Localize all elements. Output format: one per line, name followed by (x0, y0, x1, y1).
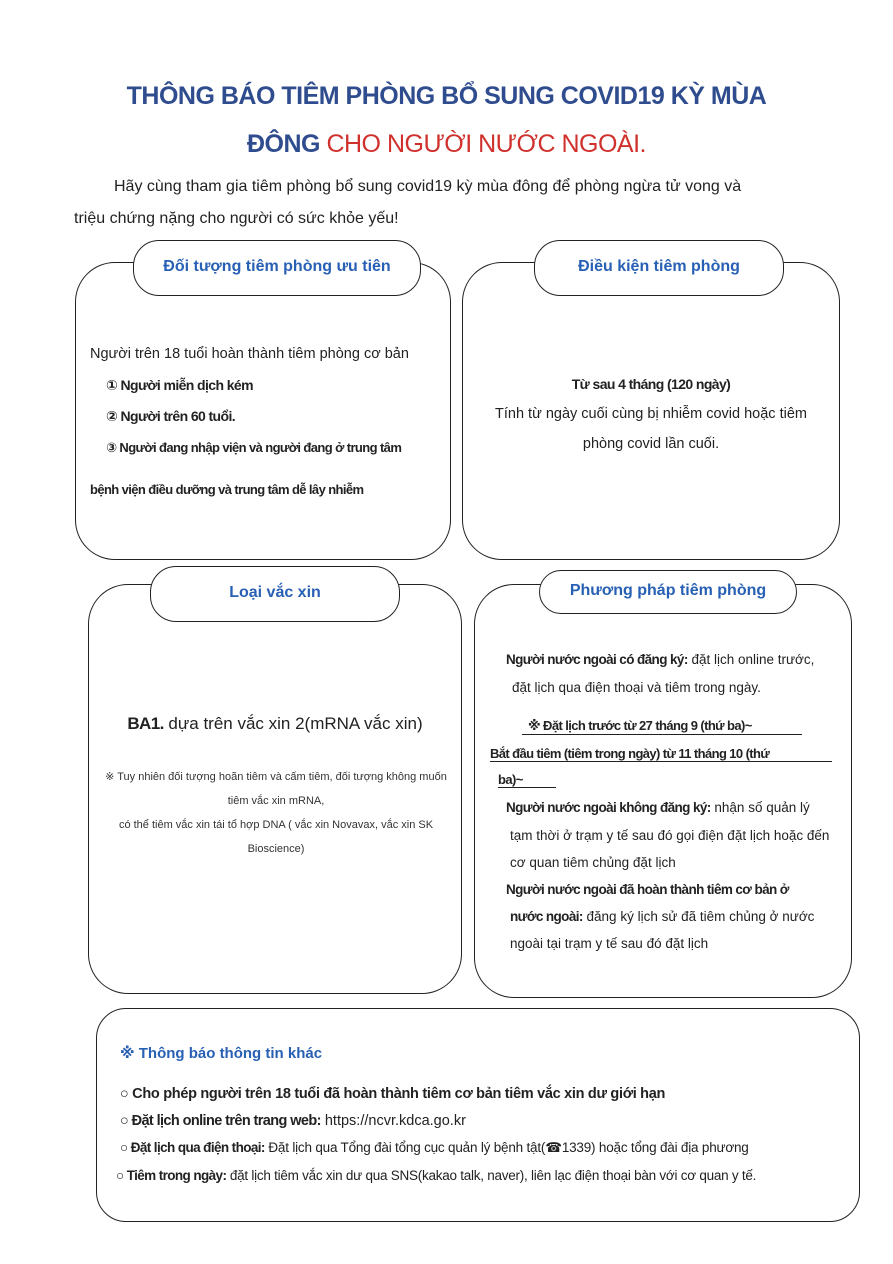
method-unregistered (506, 800, 810, 815)
other-info-website: https://ncvr.kdca.go.kr (320, 1113, 466, 1129)
priority-lead: Người trên 18 tuổi hoàn thành tiêm phòng cơ bản (90, 346, 409, 362)
vaccine-type-code: BA1. (127, 714, 164, 733)
method-unregistered-line2: tạm thời ở trạm y tế sau đó gọi điện đặt lịch hoặc đến (510, 828, 830, 843)
other-info-item-3 (120, 1140, 749, 1156)
vaccine-note-2: tiêm vắc xin mRNA, (227, 795, 325, 807)
conditions-line3: phòng covid lần cuối. (582, 436, 720, 452)
method-registered-text: đặt lịch online trước, (687, 652, 815, 667)
other-info-item-3-label: ○ Đặt lịch qua điện thoại: (120, 1140, 265, 1155)
other-info-item-4-text: đặt lịch tiêm vắc xin dư qua SNS(kakao talk, naver), liên lạc điện thoại bàn với cơ quan y tế. (226, 1168, 757, 1183)
method-unregistered-text: nhận số quản lý (710, 800, 810, 815)
priority-heading: Đối tượng tiêm phòng ưu tiên (133, 240, 421, 296)
other-info-item-4-label: ○ Tiêm trong ngày: (116, 1168, 227, 1183)
method-abroad-line3: ngoài tại trạm y tế sau đó đặt lịch (510, 936, 709, 951)
method-abroad-label: Người nước ngoài đã hoàn thành tiêm cơ bản ở (506, 882, 789, 897)
method-abroad (510, 909, 814, 924)
other-info-heading: ※ Thông báo thông tin khác (120, 1045, 323, 1062)
conditions-line1: Từ sau 4 tháng (120 ngày) (571, 376, 731, 392)
other-info-item-3-text: Đặt lịch qua Tổng đài tổng cục quản lý bệnh tật(☎1339) hoặc tổng đài địa phương (264, 1140, 749, 1155)
vaccine-type (88, 714, 462, 734)
intro-line1: Hãy cùng tham gia tiêm phòng bổ sung covid19 kỳ mùa đông để phòng ngừa tử vong và (114, 178, 742, 195)
other-info-item-2-label: ○ Đặt lịch online trên trang web: (120, 1113, 321, 1129)
conditions-line2: Tính từ ngày cuối cùng bị nhiễm covid hoặc tiêm (495, 406, 807, 422)
other-info-item-2 (120, 1113, 466, 1129)
priority-continuation: bệnh viện điều dưỡng và trung tâm dễ lây nhiễm (90, 482, 364, 497)
method-unregistered-label: Người nước ngoài không đăng ký: (506, 800, 711, 815)
method-booking-date: ※ Đặt lịch trước từ 27 tháng 9 (thứ ba)~ (522, 718, 802, 735)
priority-item-1: ① Người miễn dịch kém (106, 377, 253, 393)
vaccine-note-4: Bioscience) (247, 843, 305, 855)
page-title-line1: THÔNG BÁO TIÊM PHÒNG BỔ SUNG COVID19 KỲ MÙA (126, 82, 767, 110)
method-abroad-label2: nước ngoài: (510, 909, 583, 924)
method-unregistered-line3: cơ quan tiêm chủng đặt lịch (510, 855, 676, 870)
other-info-item-4 (116, 1168, 756, 1183)
method-heading: Phương pháp tiêm phòng (539, 570, 797, 614)
method-registered (506, 652, 814, 667)
priority-item-2: ② Người trên 60 tuổi. (106, 408, 236, 424)
method-registered-line2: đặt lịch qua điện thoại và tiêm trong ngày. (512, 680, 761, 695)
method-registered-label: Người nước ngoài có đăng ký: (506, 652, 688, 667)
method-abroad-text: đăng ký lịch sử đã tiêm chủng ở nước (582, 909, 815, 924)
title-foreigners: CHO NGƯỜI NƯỚC NGOÀI. (320, 130, 646, 158)
vaccine-note-1: ※ Tuy nhiên đối tượng hoãn tiêm và cấm tiêm, đối tượng không muốn (105, 771, 447, 783)
other-info-item-1: ○ Cho phép người trên 18 tuổi đã hoàn thành tiêm cơ bản tiêm vắc xin dư giới hạn (120, 1086, 666, 1102)
vaccine-box (88, 584, 462, 994)
vaccine-heading: Loại vắc xin (150, 566, 400, 622)
intro-line2: triệu chứng nặng cho người có sức khỏe yếu! (74, 210, 399, 227)
priority-item-3: ③ Người đang nhập viện và người đang ở trung tâm (106, 440, 402, 455)
method-start-date-cont: ba)~ (498, 772, 556, 788)
title-word-winter: ĐÔNG (247, 130, 320, 158)
method-start-date: Bắt đầu tiêm (tiêm trong ngày) từ 11 tháng 10 (thứ (490, 746, 832, 762)
vaccine-type-desc: dựa trên vắc xin 2(mRNA vắc xin) (163, 714, 423, 733)
conditions-heading: Điều kiện tiêm phòng (534, 240, 784, 296)
page-title-line2 (0, 130, 893, 159)
vaccine-note-3: có thể tiêm vắc xin tái tổ hợp DNA ( vắc xin Novavax, vắc xin SK (118, 819, 434, 831)
